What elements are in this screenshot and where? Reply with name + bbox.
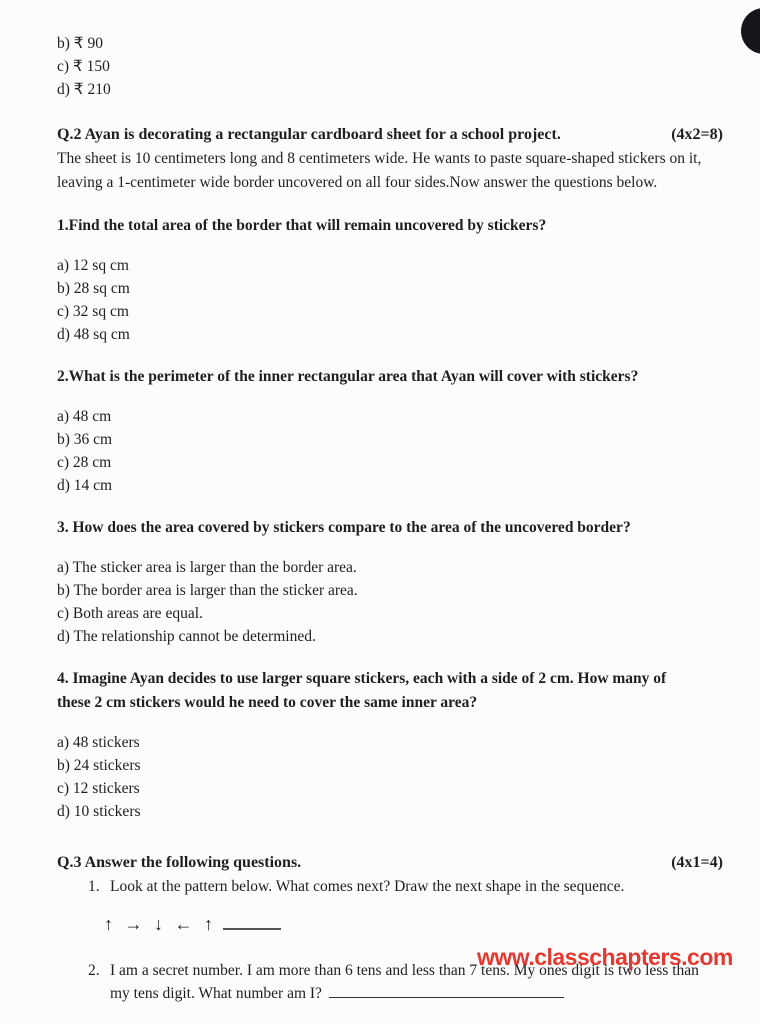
q2-subquestion-4-heading-line: these 2 cm stickers would he need to cover the same inner area? <box>57 694 478 711</box>
q2-subquestion-3-heading: 3. How does the area covered by stickers compare to the area of the uncovered border? <box>57 519 631 536</box>
answer-option: d) 48 sq cm <box>57 326 130 343</box>
answer-option: d) 10 stickers <box>57 803 141 820</box>
q1-option: b) ₹ 90 <box>57 35 104 52</box>
answer-option: c) 28 cm <box>57 454 112 471</box>
answer-option: b) 36 cm <box>57 431 113 448</box>
q2-intro-line: leaving a 1-centimeter wide border uncovered on all four sides.Now answer the questions below. <box>57 174 658 191</box>
black-circle-mark <box>741 8 760 54</box>
q3-marks: (4x1=4) <box>671 854 723 871</box>
q2-intro <box>57 147 723 195</box>
q2-heading: Q.2 Ayan is decorating a rectangular cardboard sheet for a school project. <box>57 126 561 143</box>
q2-marks: (4x2=8) <box>671 126 723 143</box>
q2-subquestion-1-heading: 1.Find the total area of the border that will remain uncovered by stickers? <box>57 217 547 234</box>
answer-option: b) The border area is larger than the sticker area. <box>57 582 358 599</box>
answer-option: a) 12 sq cm <box>57 257 129 274</box>
answer-option: d) The relationship cannot be determined. <box>57 628 316 645</box>
q1-option: d) ₹ 210 <box>57 81 111 98</box>
answer-option: c) 12 stickers <box>57 780 140 797</box>
secret-number-answer-blank <box>329 984 564 998</box>
answer-option: c) 32 sq cm <box>57 303 129 320</box>
q2-subquestion-2-options <box>57 405 723 497</box>
answer-option: d) 14 cm <box>57 477 113 494</box>
q3-item-number: 2. <box>88 962 100 979</box>
q2-subquestion-1-options <box>57 254 723 346</box>
pattern-answer-blank <box>223 912 281 930</box>
answer-option: a) 48 stickers <box>57 734 140 751</box>
answer-option: a) 48 cm <box>57 408 112 425</box>
q3-item-line: I am a secret number. I am more than 6 tens and less than 7 tens. My ones digit is two less than <box>110 962 699 979</box>
answer-option: b) 28 sq cm <box>57 280 130 297</box>
q2-subquestion-4-heading <box>57 667 723 715</box>
q3-header <box>57 851 723 875</box>
answer-option: b) 24 stickers <box>57 757 141 774</box>
q2-subquestion-2-heading: 2.What is the perimeter of the inner rectangular area that Ayan will cover with stickers? <box>57 368 639 385</box>
q1-option: c) ₹ 150 <box>57 58 110 75</box>
q3-item-number: 1. <box>88 878 100 895</box>
q3-item-line: Look at the pattern below. What comes next? Draw the next shape in the sequence. <box>110 878 625 895</box>
answer-option: c) Both areas are equal. <box>57 605 203 622</box>
q3-item-1 <box>88 875 723 898</box>
pattern-sequence <box>104 912 723 938</box>
q2-subquestion-4-heading-line: 4. Imagine Ayan decides to use larger square stickers, each with a side of 2 cm. How many of <box>57 670 667 687</box>
pattern-arrows: ↑ → ↓ ← ↑ <box>104 914 214 934</box>
q2-subquestion-4-options <box>57 731 723 823</box>
q3-item-line: my tens digit. What number am I? <box>110 982 699 1005</box>
q2-intro-line: The sheet is 10 centimeters long and 8 centimeters wide. He wants to paste square-shaped stickers on it, <box>57 150 702 167</box>
q2-header <box>57 123 723 147</box>
q1-remaining-options <box>57 32 723 101</box>
q3-heading: Q.3 Answer the following questions. <box>57 854 302 871</box>
q2-subquestion-3-options <box>57 556 723 648</box>
watermark: www.classchapters.com <box>477 944 733 970</box>
answer-option: a) The sticker area is larger than the border area. <box>57 559 357 576</box>
